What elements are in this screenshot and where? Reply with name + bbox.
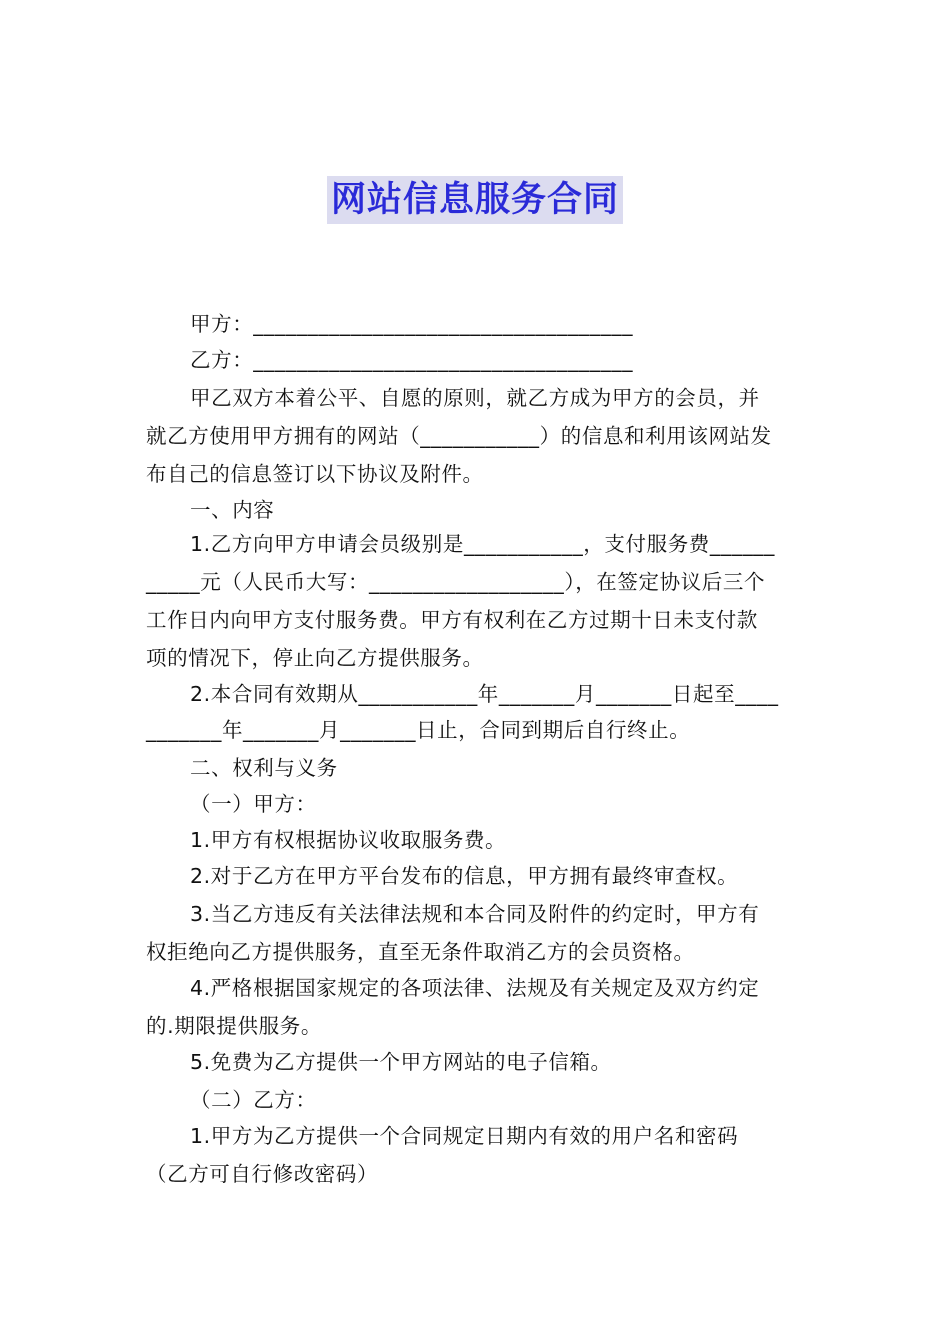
party-a-line: 甲方：___________________________________ bbox=[190, 312, 634, 336]
clause-2-line: _______年_______月_______日止，合同到期后自行终止。 bbox=[146, 718, 691, 742]
subsection-party-a: （一）甲方： bbox=[190, 792, 317, 816]
party-a-item: 3.当乙方违反有关法律法规和本合同及附件的约定时，甲方有 bbox=[190, 902, 760, 926]
party-b-line: 乙方：___________________________________ bbox=[190, 348, 634, 372]
section-heading-content: 一、内容 bbox=[190, 498, 275, 522]
party-a-item: 的.期限提供服务。 bbox=[146, 1014, 322, 1038]
party-a-item: 权拒绝向乙方提供服务，直至无条件取消乙方的会员资格。 bbox=[146, 940, 695, 964]
party-a-item: 5.免费为乙方提供一个甲方网站的电子信箱。 bbox=[190, 1050, 612, 1074]
intro-line: 布自己的信息签订以下协议及附件。 bbox=[146, 462, 484, 486]
intro-line: 甲乙双方本着公平、自愿的原则，就乙方成为甲方的会员，并 bbox=[190, 386, 760, 410]
section-heading-rights: 二、权利与义务 bbox=[190, 756, 338, 780]
party-a-item: 4.严格根据国家规定的各项法律、法规及有关规定及双方约定 bbox=[190, 976, 760, 1000]
party-b-item: 1.甲方为乙方提供一个合同规定日期内有效的用户名和密码 bbox=[190, 1124, 739, 1148]
clause-1-line: _____元（人民币大写：__________________），在签定协议后三个 bbox=[146, 570, 766, 594]
document-title: 网站信息服务合同 bbox=[327, 176, 623, 224]
clause-2-line: 2.本合同有效期从___________年_______月_______日起至____ bbox=[190, 682, 779, 706]
party-a-item: 1.甲方有权根据协议收取服务费。 bbox=[190, 828, 507, 852]
clause-1-line: 1.乙方向甲方申请会员级别是___________，支付服务费______ bbox=[190, 532, 776, 556]
title-container bbox=[0, 176, 950, 224]
intro-line: 就乙方使用甲方拥有的网站（___________）的信息和利用该网站发 bbox=[146, 424, 772, 448]
subsection-party-b: （二）乙方： bbox=[190, 1088, 317, 1112]
party-b-item: （乙方可自行修改密码） bbox=[146, 1162, 379, 1186]
clause-1-line: 项的情况下，停止向乙方提供服务。 bbox=[146, 646, 484, 670]
clause-1-line: 工作日内向甲方支付服务费。甲方有权利在乙方过期十日未支付款 bbox=[146, 608, 758, 632]
party-a-item: 2.对于乙方在甲方平台发布的信息，甲方拥有最终审查权。 bbox=[190, 864, 739, 888]
